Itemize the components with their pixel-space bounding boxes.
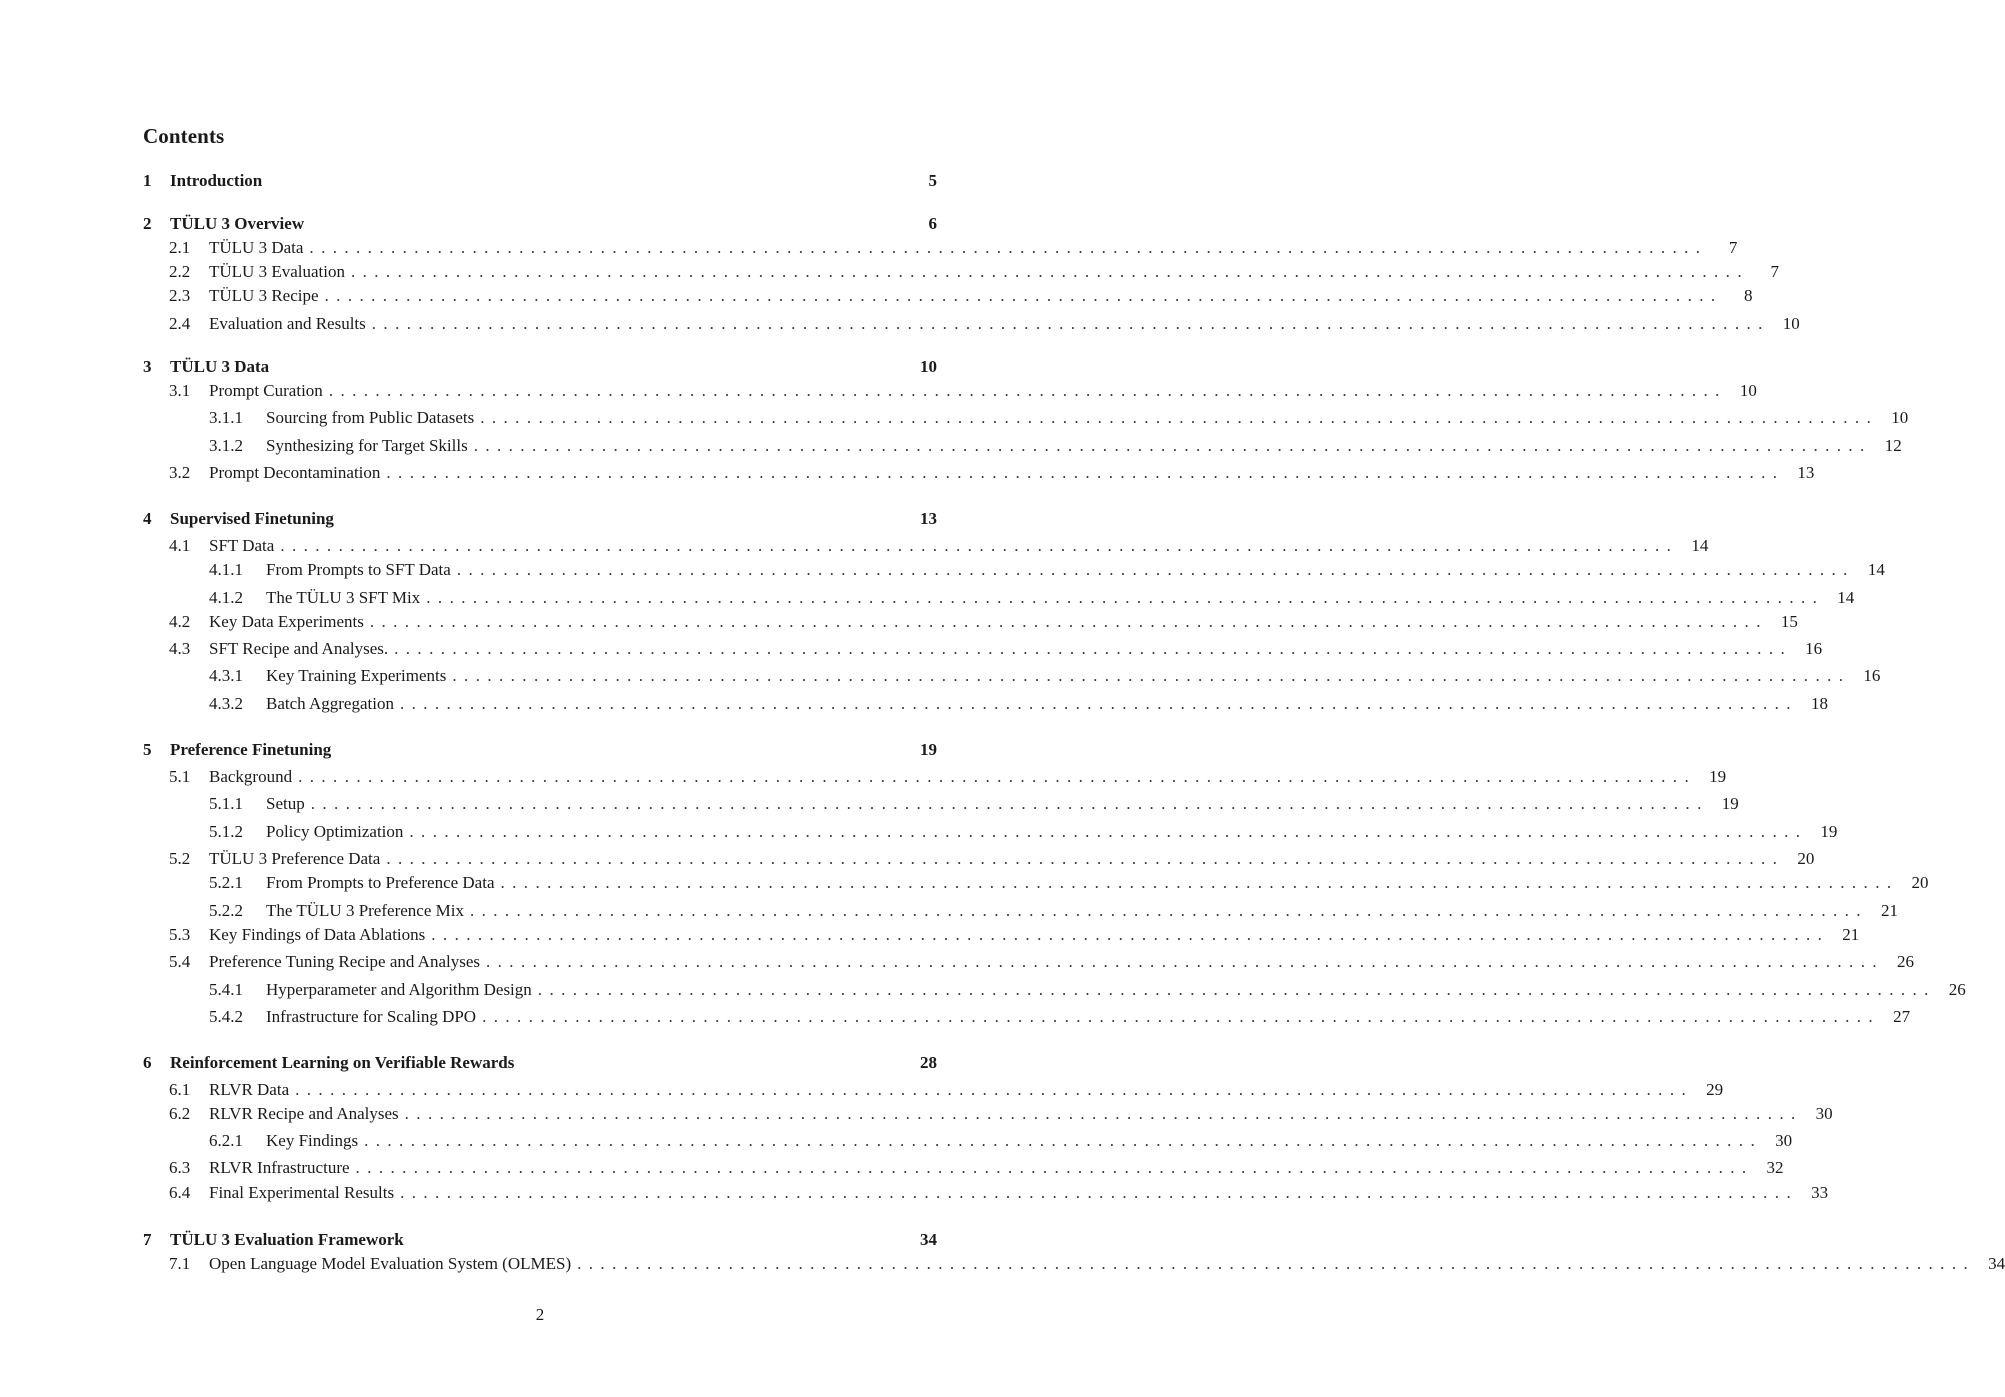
toc-title: The TÜLU 3 SFT Mix: [266, 588, 421, 607]
toc-section[interactable]: [143, 738, 937, 762]
toc-number: 6.3: [169, 1158, 191, 1177]
toc-number: 5.4.2: [209, 1007, 243, 1026]
toc-page-number: 6: [928, 214, 937, 233]
toc-title: Hyperparameter and Algorithm Design: [266, 980, 532, 999]
toc-page-number: 7: [1728, 238, 1738, 257]
toc-number: 7: [143, 1230, 152, 1249]
toc-title: Open Language Model Evaluation System (OLMES): [209, 1254, 572, 1273]
toc-number: 4.3.1: [209, 666, 243, 685]
toc-page-number: 30: [1815, 1104, 1833, 1123]
toc-title: Infrastructure for Scaling DPO: [266, 1007, 477, 1026]
toc-page-number: 26: [1948, 980, 1966, 999]
toc-number: 4: [143, 509, 152, 528]
toc-title: Key Findings: [266, 1131, 359, 1150]
toc-leader-dots: ........................................................................................................................: [409, 822, 1808, 841]
toc-leader-dots: ........................................................................................................................: [537, 980, 1936, 999]
toc-title: Background: [209, 767, 293, 786]
toc-title: Preference Tuning Recipe and Analyses: [209, 952, 480, 971]
toc-subsubsection[interactable]: [209, 1129, 1793, 1153]
toc-leader-dots: ........................................................................................................................: [400, 1183, 1799, 1202]
toc-title: Supervised Finetuning: [170, 509, 334, 528]
toc-number: 5.1: [169, 767, 191, 786]
toc-number: 3.1.1: [209, 408, 243, 427]
toc-title: TÜLU 3 Preference Data: [209, 849, 381, 868]
page-number: 2: [535, 1305, 545, 1324]
toc-page-number: 7: [1770, 262, 1779, 281]
toc-number: 6.4: [169, 1183, 191, 1202]
toc-leader-dots: ........................................................................................................................: [394, 639, 1793, 658]
toc-section[interactable]: [143, 212, 937, 236]
toc-page-number: 20: [1911, 873, 1929, 892]
toc-page-number: 20: [1797, 849, 1815, 868]
toc-title: TÜLU 3 Data: [209, 238, 304, 257]
toc-page-number: 5: [928, 171, 937, 190]
toc-subsection[interactable]: [169, 236, 1738, 260]
toc-subsection[interactable]: [169, 1078, 1724, 1102]
toc-title: From Prompts to SFT Data: [266, 560, 451, 579]
toc-title: TÜLU 3 Recipe: [209, 286, 319, 305]
toc-subsubsection[interactable]: [209, 664, 1881, 688]
toc-page-number: 14: [1837, 588, 1855, 607]
toc-number: 4.3: [169, 639, 191, 658]
toc-subsubsection[interactable]: [209, 871, 1929, 895]
toc-number: 2: [143, 214, 152, 233]
toc-leader-dots: ........................................................................................................................: [456, 560, 1855, 579]
toc-title: Key Training Experiments: [266, 666, 447, 685]
toc-number: 4.1.2: [209, 588, 243, 607]
toc-title: Final Experimental Results: [209, 1183, 395, 1202]
toc-page-number: 21: [1842, 925, 1860, 944]
toc-number: 1: [143, 171, 152, 190]
toc-page-number: 10: [920, 357, 937, 376]
toc-title: Synthesizing for Target Skills: [266, 436, 468, 455]
toc-leader-dots: ........................................................................................................................: [426, 588, 1825, 607]
toc-leader-dots: ........................................................................................................................: [364, 1131, 1763, 1150]
toc-page-number: 14: [1691, 536, 1709, 555]
toc-title: RLVR Data: [209, 1080, 290, 1099]
toc-page-number: 30: [1775, 1131, 1793, 1150]
toc-page-number: 27: [1893, 1007, 1911, 1026]
toc-subsection[interactable]: [169, 1156, 1784, 1180]
toc-number: 5.4.1: [209, 980, 243, 999]
toc-title: Key Data Experiments: [209, 612, 364, 631]
toc-section[interactable]: [143, 355, 937, 379]
toc-number: 5.3: [169, 925, 191, 944]
toc-leader-dots: ........................................................................................................................: [486, 952, 1884, 971]
toc-title: RLVR Infrastructure: [209, 1158, 350, 1177]
toc-page-number: 10: [1891, 408, 1909, 427]
toc-title: The TÜLU 3 Preference Mix: [266, 901, 464, 920]
toc-page-number: 34: [1988, 1254, 2005, 1273]
toc-subsection[interactable]: [169, 312, 1800, 336]
toc-title: TÜLU 3 Evaluation Framework: [170, 1230, 404, 1249]
toc-number: 5.4: [169, 952, 191, 971]
toc-number: 4.1.1: [209, 560, 243, 579]
toc-number: 5.2: [169, 849, 191, 868]
toc-number: 4.2: [169, 612, 191, 631]
toc-leader-dots: ........................................................................................................................: [482, 1007, 1881, 1026]
toc-subsection[interactable]: [169, 260, 1779, 284]
toc-page-number: 8: [1744, 286, 1753, 305]
toc-subsection[interactable]: [169, 765, 1727, 789]
toc-page-number: 12: [1884, 436, 1902, 455]
toc-leader-dots: ........................................................................................................................: [295, 1080, 1694, 1099]
toc-page-number: 34: [920, 1230, 937, 1249]
toc-leader-dots: ........................................................................................................................: [350, 262, 1749, 281]
toc-number: 5.2.1: [209, 873, 243, 892]
toc-number: 2.1: [169, 238, 191, 257]
toc-leader-dots: ........................................................................................................................: [386, 463, 1785, 482]
toc-title: TÜLU 3 Data: [170, 357, 270, 376]
toc-number: 3.1: [169, 381, 191, 400]
toc-title: From Prompts to Preference Data: [266, 873, 495, 892]
toc-section[interactable]: [143, 169, 937, 193]
toc-number: 7.1: [169, 1254, 191, 1273]
toc-page-number: 18: [1810, 694, 1828, 713]
toc-leader-dots: ........................................................................................................................: [328, 381, 1727, 400]
toc-title: RLVR Recipe and Analyses: [209, 1104, 399, 1123]
toc-page-number: 33: [1811, 1183, 1829, 1202]
toc-page-number: 19: [1709, 767, 1727, 786]
toc-leader-dots: ........................................................................................................................: [309, 238, 1708, 257]
toc-number: 3.1.2: [209, 436, 243, 455]
toc-number: 6.2.1: [209, 1131, 243, 1150]
toc-subsection[interactable]: [169, 950, 1914, 974]
toc-section[interactable]: [143, 507, 937, 531]
toc-leader-dots: ........................................................................................................................: [431, 925, 1830, 944]
contents-heading: Contents: [143, 124, 225, 148]
toc-page-number: 16: [1805, 639, 1823, 658]
toc-subsubsection[interactable]: [209, 978, 1966, 1002]
toc-title: Setup: [266, 794, 305, 813]
toc-title: Key Findings of Data Ablations: [209, 925, 426, 944]
toc-subsection[interactable]: [169, 1252, 2005, 1276]
toc-title: Prompt Decontamination: [209, 463, 381, 482]
toc-page-number: 15: [1780, 612, 1798, 631]
toc-subsubsection[interactable]: [209, 406, 1909, 430]
toc-subsection[interactable]: [169, 1102, 1833, 1126]
toc-number: 4.3.2: [209, 694, 243, 713]
toc-subsubsection[interactable]: [209, 820, 1838, 844]
toc-number: 5: [143, 740, 152, 759]
toc-leader-dots: ........................................................................................................................: [577, 1254, 1976, 1273]
toc-page-number: 13: [920, 509, 937, 528]
toc-page-number: 29: [1706, 1080, 1724, 1099]
toc-leader-dots: ........................................................................................................................: [480, 408, 1879, 427]
toc-subsection[interactable]: [169, 284, 1753, 308]
toc-subsection[interactable]: [169, 379, 1757, 403]
toc-subsubsection[interactable]: [209, 692, 1828, 716]
toc-number: 2.2: [169, 262, 191, 281]
toc-title: Policy Optimization: [266, 822, 404, 841]
toc-number: 5.1.2: [209, 822, 243, 841]
toc-subsection[interactable]: [169, 461, 1815, 485]
toc-subsection[interactable]: [169, 534, 1709, 558]
toc-number: 3: [143, 357, 152, 376]
toc-subsection[interactable]: [169, 847, 1815, 871]
toc-leader-dots: ........................................................................................................................: [280, 536, 1679, 555]
toc-leader-dots: ........................................................................................................................: [310, 794, 1709, 813]
toc-number: 4.1: [169, 536, 191, 555]
toc-title: TÜLU 3 Overview: [170, 214, 305, 233]
toc-title: Prompt Curation: [209, 381, 323, 400]
toc-leader-dots: ........................................................................................................................: [404, 1104, 1803, 1123]
toc-title: Sourcing from Public Datasets: [266, 408, 475, 427]
toc-subsubsection[interactable]: [209, 434, 1902, 458]
toc-leader-dots: ........................................................................................................................: [500, 873, 1899, 892]
toc-number: 3.2: [169, 463, 191, 482]
toc-number: 5.2.2: [209, 901, 243, 920]
toc-number: 6: [143, 1053, 152, 1072]
toc-page-number: 28: [920, 1053, 937, 1072]
toc-page-number: 26: [1897, 952, 1914, 971]
toc-title: SFT Data: [209, 536, 275, 555]
toc-title: Reinforcement Learning on Verifiable Rewards: [170, 1053, 515, 1072]
toc-leader-dots: ........................................................................................................................: [371, 314, 1770, 333]
toc-number: 6.2: [169, 1104, 191, 1123]
toc-leader-dots: ........................................................................................................................: [324, 286, 1723, 305]
toc-leader-dots: ........................................................................................................................: [473, 436, 1872, 455]
toc-title: Evaluation and Results: [209, 314, 366, 333]
toc-subsection[interactable]: [169, 1181, 1829, 1205]
toc-page-number: 16: [1863, 666, 1881, 685]
toc-leader-dots: ........................................................................................................................: [399, 694, 1798, 713]
toc-page-number: 13: [1797, 463, 1815, 482]
toc-title: Introduction: [170, 171, 263, 190]
toc-leader-dots: ........................................................................................................................: [298, 767, 1697, 786]
toc-leader-dots: ........................................................................................................................: [452, 666, 1851, 685]
toc-leader-dots: ........................................................................................................................: [386, 849, 1785, 868]
toc-page-number: 14: [1867, 560, 1885, 579]
toc-page-number: 10: [1782, 314, 1800, 333]
toc-page-number: 19: [1721, 794, 1739, 813]
toc-page-number: 19: [920, 740, 937, 759]
toc-section[interactable]: [143, 1051, 937, 1075]
toc-page-number: 19: [1820, 822, 1838, 841]
toc-subsubsection[interactable]: [209, 899, 1898, 923]
toc-leader-dots: ........................................................................................................................: [469, 901, 1868, 920]
toc-page-number: 32: [1766, 1158, 1784, 1177]
toc-number: 6.1: [169, 1080, 191, 1099]
toc-number: 2.3: [169, 286, 191, 305]
toc-title: Preference Finetuning: [170, 740, 332, 759]
toc-subsection[interactable]: [169, 923, 1860, 947]
toc-subsubsection[interactable]: [209, 792, 1739, 816]
toc-number: 5.1.1: [209, 794, 243, 813]
toc-subsubsection[interactable]: [209, 586, 1855, 610]
toc-section[interactable]: [143, 1228, 937, 1252]
toc-number: 2.4: [169, 314, 191, 333]
toc-subsubsection[interactable]: [209, 1005, 1911, 1029]
toc-title: TÜLU 3 Evaluation: [209, 262, 345, 281]
toc-title: SFT Recipe and Analyses.: [209, 639, 389, 658]
toc-page-number: 10: [1739, 381, 1757, 400]
toc-subsubsection[interactable]: [209, 558, 1885, 582]
toc-leader-dots: ........................................................................................................................: [369, 612, 1768, 631]
toc-subsection[interactable]: [169, 610, 1798, 634]
toc-page-number: 21: [1880, 901, 1898, 920]
toc-title: Batch Aggregation: [266, 694, 394, 713]
toc-subsection[interactable]: [169, 637, 1823, 661]
toc-leader-dots: ........................................................................................................................: [355, 1158, 1754, 1177]
